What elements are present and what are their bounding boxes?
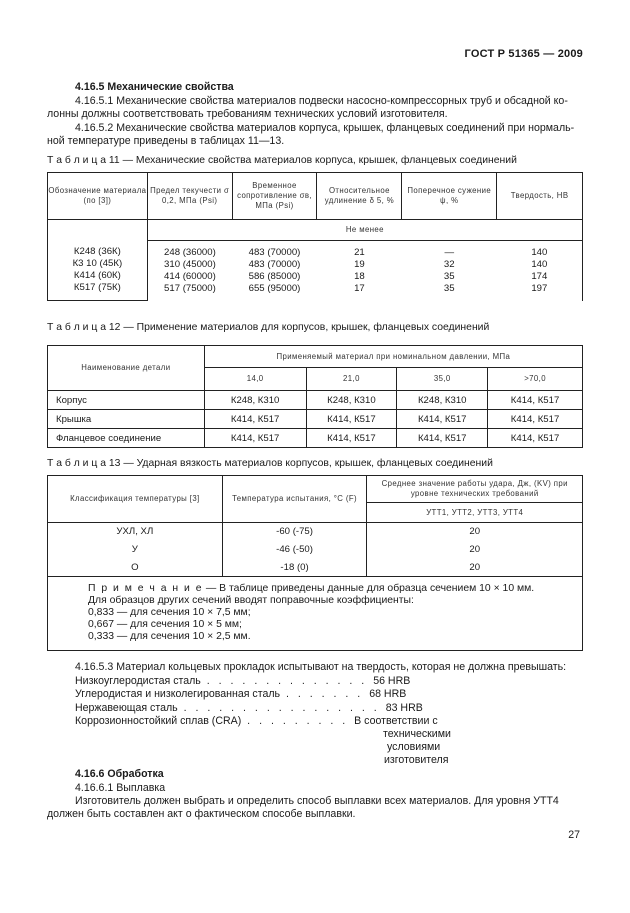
table-cell: К248, К310 bbox=[397, 391, 488, 410]
table-cell: 483 (70000) 483 (70000) 586 (85000) 655 (95000) bbox=[248, 246, 301, 294]
table-cell: К414, К517 bbox=[488, 391, 583, 410]
table-cell: К414, К517 bbox=[397, 429, 488, 448]
subsection-title: 4.16.6.1 Выплавка bbox=[75, 782, 166, 794]
table-cell: К414, К517 bbox=[306, 410, 397, 429]
table-13-caption: Т а б л и ц а 13 — Ударная вязкость материалов корпусов, крышек, фланцевых соединений bbox=[47, 458, 493, 469]
paragraph-line: ной температуре приведены в таблицах 11—13. bbox=[47, 135, 285, 147]
table-header: Применяемый материал при номинальном давлении, МПа bbox=[204, 346, 582, 368]
table-cell: К414, К517 bbox=[397, 410, 488, 429]
paragraph-line: 4.16.5.1 Механические свойства материалов подвески насосно-компрессорных труб и обсадной ко- bbox=[75, 95, 568, 107]
table-header: Среднее значение работы удара, Дж, (KV) при уровне технических требований bbox=[367, 476, 583, 503]
table-header: Временное сопротивление σв, МПа (Psi) bbox=[232, 173, 317, 220]
table-header: Относительное удлинение δ 5, % bbox=[317, 173, 402, 220]
table-cell: -46 (-50) bbox=[222, 541, 367, 559]
table-cell: У bbox=[48, 541, 223, 559]
table-cell: Крышка bbox=[48, 410, 205, 429]
table-cell: К248, К310 bbox=[306, 391, 397, 410]
table-header: Поперечное сужение ψ, % bbox=[402, 173, 497, 220]
document-header: ГОСТ Р 51365 — 2009 bbox=[464, 48, 583, 60]
table-header: Предел текучести σ 0,2, МПа (Psi) bbox=[147, 173, 232, 220]
table-header: 21,0 bbox=[306, 368, 397, 391]
table-cell: Фланцевое соединение bbox=[48, 429, 205, 448]
table-header: Обозначение материала (по [3]) bbox=[48, 173, 148, 220]
table-11-caption: Т а б л и ц а 11 — Механические свойства материалов корпуса, крышек, фланцевых соединений bbox=[47, 155, 517, 166]
table-cell: К414, К517 bbox=[488, 429, 583, 448]
list-item-continuation: изготовителя bbox=[384, 754, 449, 766]
table-cell: К248 (36К) К3 10 (45К) К414 (60К) К517 (75К) bbox=[48, 241, 148, 301]
table-cell: Корпус bbox=[48, 391, 205, 410]
table-11 bbox=[47, 172, 583, 301]
table-cell: 248 (36000) 310 (45000) 414 (60000) 517 (75000) bbox=[147, 241, 232, 301]
table-cell: К414, К517 bbox=[488, 410, 583, 429]
table-subheader: Не менее bbox=[147, 220, 582, 241]
table-header: Температура испытания, °С (F) bbox=[222, 476, 367, 523]
table-header: 35,0 bbox=[397, 368, 488, 391]
table-header: Твердость, НВ bbox=[497, 173, 583, 220]
table-cell: — 32 35 35 bbox=[443, 246, 455, 294]
table-cell: К248, К310 bbox=[204, 391, 306, 410]
table-cell: К414, К517 bbox=[204, 410, 306, 429]
list-item: Углеродистая и низколегированная сталь . . . . . . . 68 HRB bbox=[75, 688, 407, 700]
table-cell: К414, К517 bbox=[204, 429, 306, 448]
list-item: Низкоуглеродистая сталь . . . . . . . . . . . . . . 56 HRB bbox=[75, 675, 411, 687]
table-13 bbox=[47, 475, 583, 651]
section-title-processing: 4.16.6 Обработка bbox=[75, 768, 164, 780]
table-cell: 20 bbox=[367, 541, 583, 559]
table-cell: -18 (0) bbox=[222, 559, 367, 577]
table-cell: 20 bbox=[367, 559, 583, 577]
page-number: 27 bbox=[568, 829, 580, 841]
table-cell: О bbox=[48, 559, 223, 577]
table-cell: 140 140 174 197 bbox=[497, 241, 583, 301]
list-item: Коррозионностойкий сплав (CRA) . . . . . . . . . В соответствии с bbox=[75, 715, 438, 727]
table-cell: УХЛ, ХЛ bbox=[48, 523, 223, 541]
paragraph-line: Изготовитель должен выбрать и определить способ выплавки всех материалов. Для уровня УТТ4 bbox=[75, 795, 559, 807]
table-header: 14,0 bbox=[204, 368, 306, 391]
table-header: >70,0 bbox=[488, 368, 583, 391]
list-item-continuation: техническими bbox=[383, 728, 451, 740]
paragraph-line: должен быть составлен акт о фактическом способе выплавки. bbox=[47, 808, 356, 820]
paragraph-line: 4.16.5.3 Материал кольцевых прокладок испытывают на твердость, которая не должна превышать: bbox=[75, 661, 567, 673]
table-cell: 20 bbox=[367, 523, 583, 541]
table-cell: -60 (-75) bbox=[222, 523, 367, 541]
table-cell: 21 19 18 17 bbox=[354, 246, 365, 294]
table-header: УТТ1, УТТ2, УТТ3, УТТ4 bbox=[367, 503, 583, 523]
paragraph-line: лонны должны соответствовать требованиям технических условий изготовителя. bbox=[47, 108, 448, 120]
section-title-mechanical: 4.16.5 Механические свойства bbox=[75, 81, 234, 93]
table-12 bbox=[47, 345, 583, 448]
table-header: Классификация температуры [3] bbox=[48, 476, 223, 523]
table-note: П р и м е ч а н и е — В таблице приведены данные для образца сечением 10 × 10 мм. Для образцов других сечений вводят поправочные коэффициенты: 0,833 — для сечения 10 × 7,5 мм; 0,667 — для сечения 10 × 5 мм; 0,333 — для сечения 10 × 2,5 мм. bbox=[48, 577, 583, 651]
list-item: Нержавеющая сталь . . . . . . . . . . . . . . . . . 83 HRB bbox=[75, 702, 423, 714]
table-cell: К414, К517 bbox=[306, 429, 397, 448]
table-header: Наименование детали bbox=[48, 346, 205, 391]
list-item-continuation: условиями bbox=[387, 741, 441, 753]
table-12-caption: Т а б л и ц а 12 — Применение материалов для корпусов, крышек, фланцевых соединений bbox=[47, 322, 490, 333]
paragraph-line: 4.16.5.2 Механические свойства материалов корпуса, крышек, фланцевых соединений при нормаль- bbox=[75, 122, 575, 134]
